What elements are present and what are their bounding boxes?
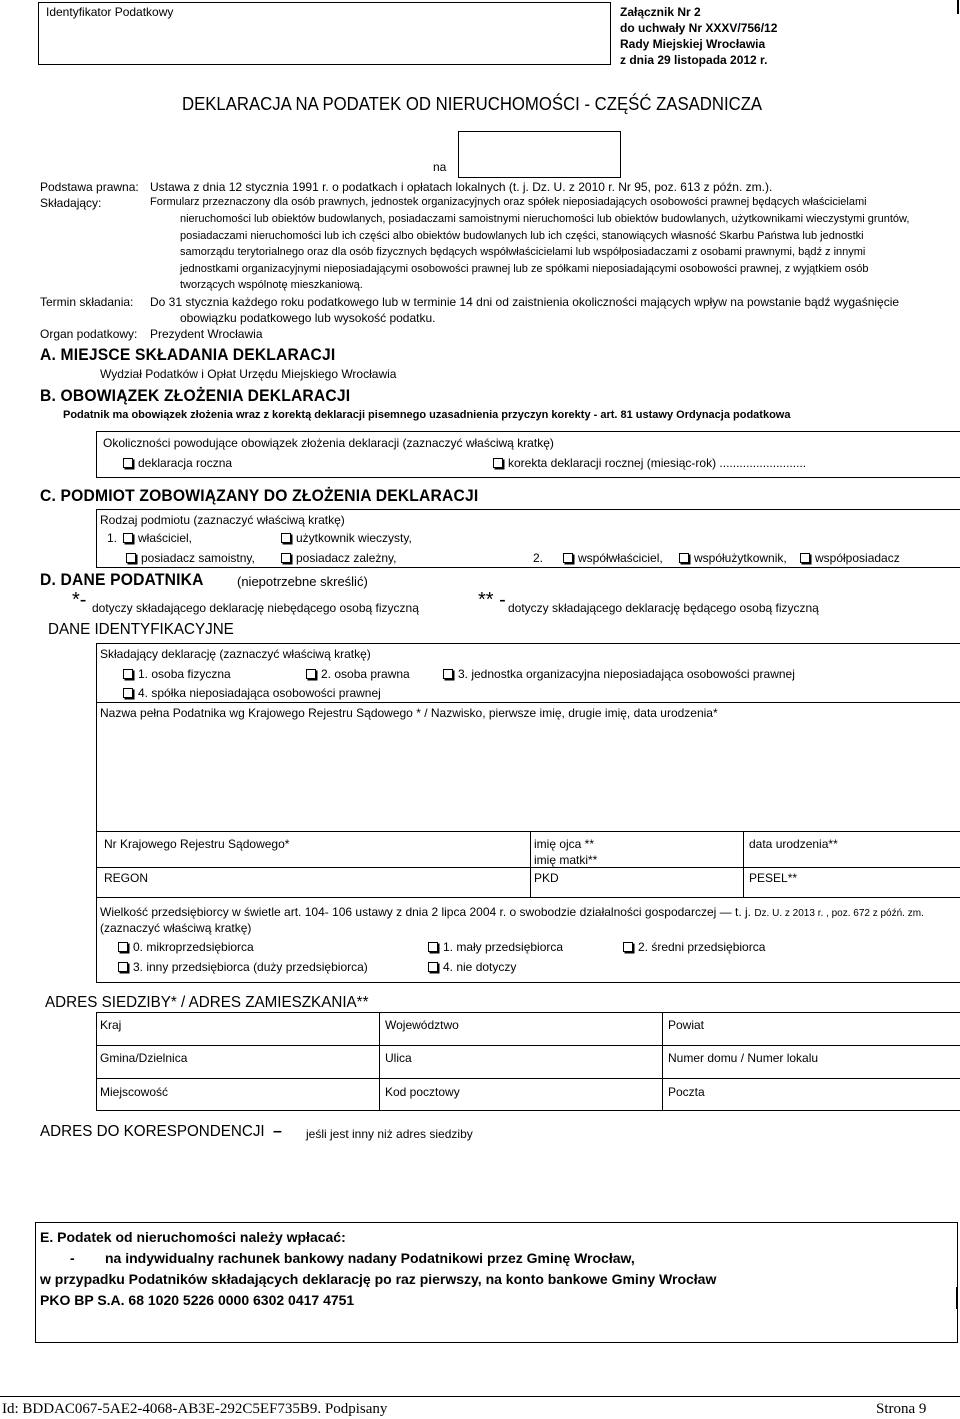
option-partnership-label: 4. spółka nieposiadająca osobowości prawnej — [138, 686, 381, 700]
option-perpetual-user[interactable] — [281, 531, 412, 545]
section-e-account: PKO BP S.A. 68 1020 5226 0000 6302 0417 4751 — [40, 1292, 355, 1308]
option-org-unit[interactable] — [443, 667, 795, 681]
section-e-title: E. Podatek od nieruchomości należy wpłacać: — [40, 1229, 346, 1245]
option-co-owner-label: współwłaściciel, — [578, 551, 663, 565]
size-label-b: Dz. U. z 2013 r. , poz. 672 z późń. zm. — [754, 908, 924, 919]
municipality-field[interactable]: Gmina/Dzielnica — [100, 1051, 188, 1065]
annex-line-3: Rady Miejskiej Wrocławia — [620, 37, 766, 51]
corner-mark — [956, 1287, 958, 1309]
section-c-box-label: Rodzaj podmiotu (zaznaczyć właściwą kratkę) — [100, 513, 345, 527]
section-d-title: D. DANE PODATNIKA — [40, 570, 204, 589]
post-office-field[interactable]: Poczta — [668, 1085, 705, 1099]
checkbox-icon[interactable] — [118, 942, 128, 952]
skladajacy-line-5: jednostkami organizacyjnymi nieposiadającymi osobowości prawnej lub ze spółkami nieposiadającymi osobowości prawnej, z wyjątkiem osób — [180, 263, 869, 275]
option-co-possessor[interactable] — [800, 551, 900, 565]
star1-text: dotyczy składającego deklarację niebędącego osobą fizyczną — [92, 601, 419, 615]
option-micro[interactable] — [118, 940, 254, 954]
option-small[interactable] — [428, 940, 563, 954]
divider — [96, 1078, 960, 1079]
footer-divider — [0, 1396, 960, 1397]
corner-mark — [957, 0, 959, 14]
correspondence-title — [40, 1123, 282, 1141]
skladajacy-line-6: tworzących wspólnotę mieszkaniową. — [180, 279, 363, 291]
address-title: ADRES SIEDZIBY* / ADRES ZAMIESZKANIA** — [45, 994, 369, 1011]
postal-code-field[interactable]: Kod pocztowy — [385, 1085, 460, 1099]
podstawa-text: Ustawa z dnia 12 stycznia 1991 r. o podatkach i opłatach lokalnych (t. j. Dz. U. z 2010 r. Nr 95, poz. 613 z późn. zm.). — [150, 180, 773, 194]
option-org-unit-label: 3. jednostka organizacyjna nieposiadająca osobowości prawnej — [458, 667, 795, 681]
checkbox-icon[interactable] — [493, 458, 503, 468]
option-not-applicable[interactable] — [428, 960, 516, 974]
divider — [96, 831, 960, 832]
krs-field[interactable]: Nr Krajowego Rejestru Sądowego* — [104, 837, 290, 851]
divider — [96, 702, 960, 703]
option-co-user-label: współużytkownik, — [694, 551, 787, 565]
option-micro-label: 0. mikroprzedsiębiorca — [133, 940, 254, 954]
size-label-a: Wielkość przedsiębiorcy w świetle art. 104- 106 ustawy z dnia 2 lipca 2004 r. o swobodzie działalności gospodarczej — t. j. — [100, 905, 751, 919]
section-e-line-1: na indywidualny rachunek bankowy nadany Podatnikowi przez Gminę Wrocław, — [105, 1250, 635, 1266]
option-owner[interactable] — [123, 531, 192, 545]
skladajacy-line-3: posiadaczami nieruchomości lub ich części albo obiektów budowlanych lub ich części, stanowiących własność Skarbu Państwa lub jednostki — [180, 230, 864, 242]
option-dependent-possessor-label: posiadacz zależny, — [296, 551, 397, 565]
section-a-title: A. MIEJSCE SKŁADANIA DEKLARACJI — [40, 345, 336, 364]
option-perpetual-user-label: użytkownik wieczysty, — [296, 531, 412, 545]
option-large[interactable] — [118, 960, 368, 974]
termin-label: Termin składania: — [40, 295, 134, 309]
option-natural-person-label: 1. osoba fizyczna — [138, 667, 231, 681]
option-co-owner[interactable] — [563, 551, 663, 565]
type-label: Składający deklarację (zaznaczyć właściwą kratkę) — [100, 647, 371, 661]
option-dependent-possessor[interactable] — [281, 551, 397, 565]
option-owner-label: właściciel, — [138, 531, 193, 545]
section-c-title: C. PODMIOT ZOBOWIĄZANY DO ZŁOŻENIA DEKLARACJI — [40, 486, 479, 505]
footer-page: Strona 9 — [876, 1401, 927, 1417]
divider — [662, 1012, 663, 1111]
section-b-box-label: Okoliczności powodujące obowiązek złożenia deklaracji (zaznaczyć właściwą kratkę) — [103, 436, 554, 450]
divider — [743, 831, 744, 897]
correspondence-note: jeśli jest inny niż adres siedziby — [306, 1127, 473, 1141]
checkbox-icon[interactable] — [428, 942, 438, 952]
checkbox-icon[interactable] — [123, 533, 133, 543]
correspondence-dash: – — [272, 1123, 282, 1140]
organ-label: Organ podatkowy: — [40, 327, 138, 341]
checkbox-icon[interactable] — [118, 962, 128, 972]
house-number-field[interactable]: Numer domu / Numer lokalu — [668, 1051, 819, 1065]
fullname-label[interactable]: Nazwa pełna Podatnika wg Krajowego Rejestru Sądowego * / Nazwisko, pierwsze imię, drugie imię, data urodzenia* — [100, 706, 718, 720]
annex-line-1: Załącznik Nr 2 — [620, 5, 701, 19]
divider — [96, 897, 960, 898]
divider — [96, 1045, 960, 1046]
pesel-field[interactable]: PESEL** — [749, 871, 798, 885]
annex-line-2: do uchwały Nr XXXV/756/12 — [620, 21, 778, 35]
size-label — [100, 905, 924, 919]
organ-text: Prezydent Wrocławia — [150, 327, 263, 341]
option-co-user[interactable] — [679, 551, 787, 565]
checkbox-icon[interactable] — [123, 669, 133, 679]
checkbox-icon[interactable] — [123, 458, 133, 468]
skladajacy-line-2: nieruchomości lub obiektów budowlanych, posiadaczami samoistnymi nieruchomości lub obiektów budowlanych, użytkownikami wieczystymi gruntów, — [180, 213, 910, 225]
checkbox-icon[interactable] — [428, 962, 438, 972]
c-num-2: 2. — [533, 551, 544, 565]
checkbox-icon[interactable] — [563, 553, 573, 563]
county-field[interactable]: Powiat — [668, 1018, 705, 1032]
checkbox-icon[interactable] — [623, 942, 633, 952]
option-correction-label: korekta deklaracji rocznej (miesiąc-rok) .......................... — [508, 456, 807, 470]
option-large-label: 3. inny przedsiębiorca (duży przedsiębiorca) — [133, 960, 368, 974]
star2-text: dotyczy składającego deklarację będącego osobą fizyczną — [508, 601, 819, 615]
option-partnership[interactable] — [123, 686, 381, 700]
option-correction[interactable] — [493, 456, 806, 470]
option-medium-label: 2. średni przedsiębiorca — [638, 940, 766, 954]
checkbox-icon[interactable] — [443, 669, 453, 679]
checkbox-icon[interactable] — [281, 553, 291, 563]
option-co-possessor-label: współposiadacz — [815, 551, 900, 565]
na-label: na — [433, 160, 447, 174]
option-independent-possessor[interactable] — [126, 551, 255, 565]
option-legal-person-label: 2. osoba prawna — [321, 667, 410, 681]
star2-mark: ** - — [478, 589, 506, 611]
address-box — [96, 1012, 960, 1111]
option-legal-person[interactable] — [306, 667, 410, 681]
checkbox-icon[interactable] — [126, 553, 136, 563]
na-box — [458, 131, 621, 178]
father-name-field[interactable]: imię ojca ** — [534, 837, 595, 851]
skladajacy-label: Składający: — [40, 196, 102, 210]
star1-mark: *- — [72, 589, 87, 611]
identifier-label: Identyfikator Podatkowy — [46, 5, 174, 19]
street-field[interactable]: Ulica — [385, 1051, 412, 1065]
mother-name-field[interactable]: imię matki** — [534, 853, 598, 867]
regon-field[interactable]: REGON — [104, 871, 149, 885]
section-b-text: Podatnik ma obowiązek złożenia wraz z korektą deklaracji pisemnego uzasadnienia przyczyn korekty - art. 81 ustawy Ordynacja podatkowa — [63, 409, 791, 421]
footer-id: Id: BDDAC067-5AE2-4068-AB3E-292C5EF735B9. Podpisany — [2, 1401, 388, 1417]
option-natural-person[interactable] — [123, 667, 231, 681]
correspondence-title-text: ADRES DO KORESPONDENCJI — [40, 1123, 265, 1140]
pkd-field[interactable]: PKD — [534, 871, 559, 885]
dane-identyfikacyjne: DANE IDENTYFIKACYJNE — [48, 621, 234, 638]
skladajacy-line-4: samorządu terytorialnego oraz dla osób fizycznych będących współwłaścicielami lub współposiadaczami z osobami prawnymi, bądź z innymi — [180, 246, 866, 258]
section-d-note: (niepotrzebne skreślić) — [237, 574, 368, 589]
section-b-title: B. OBOWIĄZEK ZŁOŻENIA DEKLARACJI — [40, 386, 351, 405]
city-field[interactable]: Miejscowość — [100, 1085, 169, 1099]
option-small-label: 1. mały przedsiębiorca — [443, 940, 564, 954]
divider — [379, 1012, 380, 1111]
divider — [530, 831, 531, 897]
option-annual[interactable] — [123, 456, 232, 470]
termin-line-1: Do 31 stycznia każdego roku podatkowego lub w terminie 14 dni od zaistnienia okoliczności mających wpływ na powstanie bądź wygaśnięcie — [150, 295, 900, 309]
option-not-applicable-label: 4. nie dotyczy — [443, 960, 517, 974]
checkbox-icon[interactable] — [123, 688, 133, 698]
checkbox-icon[interactable] — [281, 533, 291, 543]
document-title: DEKLARACJA NA PODATEK OD NIERUCHOMOŚCI - CZĘŚĆ ZASADNICZA — [182, 94, 763, 114]
voivodeship-field[interactable]: Województwo — [385, 1018, 459, 1032]
option-medium[interactable] — [623, 940, 765, 954]
birth-date-field[interactable]: data urodzenia** — [749, 837, 838, 851]
checkbox-icon[interactable] — [306, 669, 316, 679]
skladajacy-line-1: Formularz przeznaczony dla osób prawnych, jednostek organizacyjnych oraz spółek nieposiadających osobowości prawnej będących właścicielami — [150, 196, 867, 208]
checkbox-icon[interactable] — [800, 553, 810, 563]
divider — [96, 867, 960, 868]
podstawa-label: Podstawa prawna: — [40, 180, 139, 194]
size-label-c: (zaznaczyć właściwą kratkę) — [100, 921, 252, 935]
checkbox-icon[interactable] — [679, 553, 689, 563]
section-e-dash: - — [70, 1250, 75, 1266]
country-field[interactable]: Kraj — [100, 1018, 122, 1032]
annex-line-4: z dnia 29 listopada 2012 r. — [620, 53, 768, 67]
section-a-text: Wydział Podatków i Opłat Urzędu Miejskiego Wrocławia — [100, 367, 397, 381]
termin-line-2: obowiązku podatkowego lub wysokość podatku. — [180, 311, 436, 325]
c-num-1: 1. — [107, 531, 118, 545]
option-independent-possessor-label: posiadacz samoistny, — [141, 551, 255, 565]
section-e-line-2: w przypadku Podatników składających deklarację po raz pierwszy, na konto bankowe Gminy Wrocław — [40, 1271, 717, 1287]
option-annual-label: deklaracja roczna — [138, 456, 233, 470]
